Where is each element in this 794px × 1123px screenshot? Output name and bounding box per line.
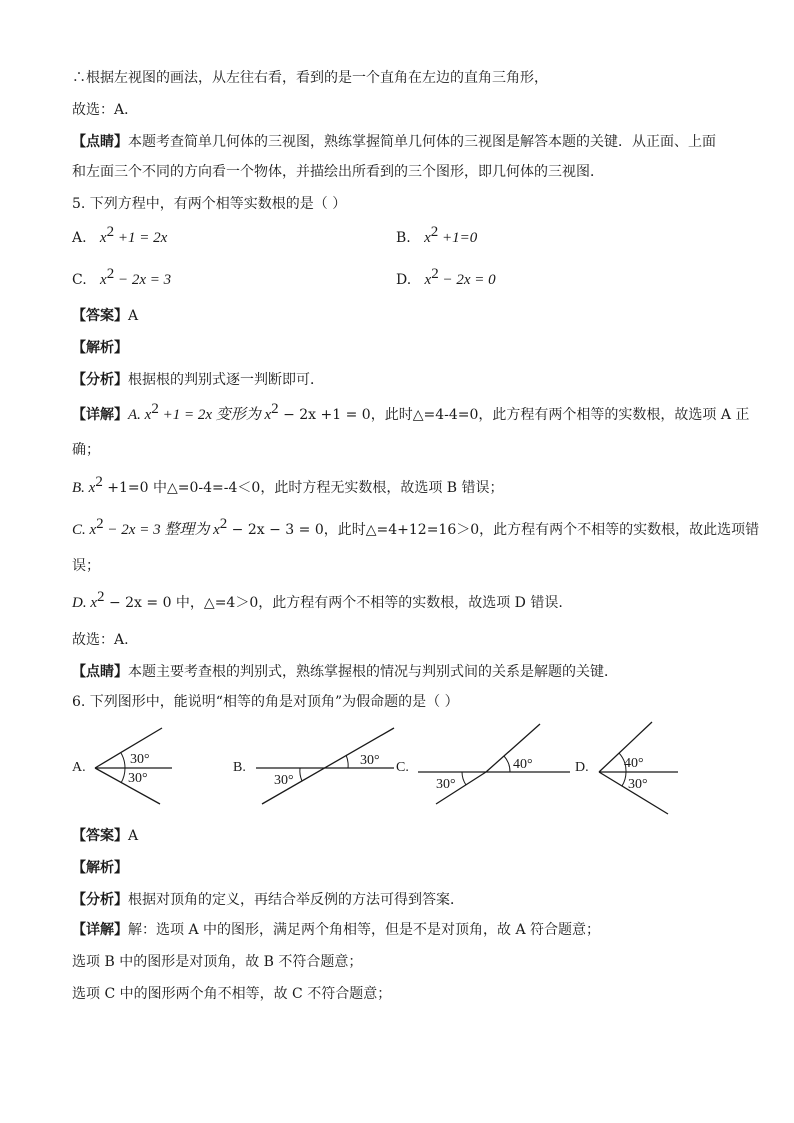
text: 根据根的判别式逐一判断即可． <box>128 372 324 388</box>
tag: 【解析】 <box>72 340 128 356</box>
text: C. x <box>72 522 97 538</box>
q6-detail-1 <box>72 920 600 940</box>
angle-arc <box>300 768 302 781</box>
tag: 【点睛】 <box>72 664 128 680</box>
tag: 【详解】 <box>72 407 128 423</box>
text-line: 故选：A． <box>72 102 139 118</box>
eq: − 2x = 3 <box>114 272 172 288</box>
q5-option-c: C. $x^2 - 2x = 3$ <box>72 266 172 288</box>
q6-fenxi <box>72 890 464 910</box>
q5-detail-1b: 确； <box>72 442 100 458</box>
angle-arc <box>121 768 125 783</box>
angle-label: 30° <box>436 777 456 792</box>
angle-label: 30° <box>130 752 150 767</box>
q6-detail-2: 选项 B 中的图形是对顶角，故 B 不符合题意； <box>72 954 363 970</box>
angle-label: 30° <box>360 753 380 768</box>
tag: 【答案】 <box>72 308 128 324</box>
text: B. x <box>72 480 96 496</box>
text: − 2x +1 = 0，此时△=4-4=0，此方程有两个相等的实数根，故选项 A 正 <box>278 407 750 423</box>
figure-c-label: C. <box>396 760 409 775</box>
q5-detail-1: 【详解】A. $x^2 +1 = 2x$ 变形为 $x^2 - 2x +1 = 0$，此时△=4-4=0，此方程有两个相等的实数根，故选项 A 正 <box>72 401 750 423</box>
figure-d-label: D. <box>575 760 589 775</box>
eq: x <box>100 272 107 288</box>
q5-fenxi <box>72 370 324 390</box>
text: 根据对顶角的定义，再结合举反例的方法可得到答案． <box>128 892 464 908</box>
eq: x <box>424 230 431 246</box>
tag: 【分析】 <box>72 892 128 908</box>
text: +1=0 中△=0-4=-4＜0，此时方程无实数根，故选项 B 错误； <box>102 480 504 496</box>
text: +1 = 2x 变形为 x <box>158 407 272 423</box>
q6-detail-3: 选项 C 中的图形两个角不相等，故 C 不符合题意； <box>72 986 392 1002</box>
figure-b-label: B. <box>233 760 246 775</box>
text-line: ∴根据左视图的画法，从左往右看，看到的是一个直角在左边的直角三角形， <box>72 70 548 86</box>
text: 解：选项 A 中的图形，满足两个角相等，但是不是对顶角，故 A 符合题意； <box>128 922 601 938</box>
option-label: A. <box>72 230 87 246</box>
text: 本题主要考查根的判别式，熟练掌握根的情况与判别式间的关系是解题的关键． <box>128 664 618 680</box>
q5-answer <box>72 306 138 326</box>
q5-detail-2: B. $x^2 +1=0$ 中△=0-4=-4＜0，此时方程无实数根，故选项 B 错误； <box>72 474 504 496</box>
q6-jiexi <box>72 858 128 878</box>
q5-dianjing <box>72 662 618 682</box>
figure-c <box>414 718 574 812</box>
angle-arc <box>622 772 626 786</box>
text: − 2x = 3 整理为 x <box>103 522 220 538</box>
text: − 2x = 0 中，△=4＞0，此方程有两个不相等的实数根，故选项 D 错误. <box>104 595 563 611</box>
figure-a-label: A. <box>72 760 86 775</box>
figure-a <box>88 722 188 812</box>
q5-detail-3b: 误； <box>72 558 100 574</box>
eq: x <box>99 230 107 246</box>
q5-option-d: D. $x^2 - 2x = 0$ <box>396 266 496 288</box>
text: D. x <box>72 595 97 611</box>
q5-option-a: A. $x^2 +1 = 2x$ <box>72 224 168 246</box>
question-5-stem: 5. 下列方程中，有两个相等实数根的是（ ） <box>72 196 347 212</box>
tag: 【点睛】 <box>72 134 128 150</box>
text: A <box>128 308 139 324</box>
angle-label: 40° <box>624 756 644 771</box>
ray <box>95 728 162 768</box>
tag: 【答案】 <box>72 828 128 844</box>
q5-detail-3: C. $x^2 - 2x = 3$ 整理为 $x^2 - 2x - 3 = 0$，此时△=4+12=16＞0，此方程有两个不相等的实数根，故此选项错 <box>72 516 760 538</box>
q5-option-b: B. $x^2 +1=0$ <box>396 224 478 246</box>
angle-label: 40° <box>513 757 533 772</box>
q5-jiexi <box>72 338 128 358</box>
eq: +1 = 2x <box>114 230 168 246</box>
text-line <box>72 132 716 152</box>
option-label: B. <box>396 230 411 246</box>
q5-detail-4: D. $x^2 - 2x = 0$ 中，△=4＞0，此方程有两个不相等的实数根，故选项 D 错误. <box>72 589 563 611</box>
text: A. x <box>128 407 152 423</box>
q6-answer <box>72 826 138 846</box>
angle-arc <box>346 755 348 768</box>
angle-label: 30° <box>274 773 294 788</box>
q5-choose: 故选：A. <box>72 632 129 648</box>
text: − 2x − 3 = 0，此时△=4+12=16＞0，此方程有两个不相等的实数根，故此选项错 <box>227 522 760 538</box>
eq: x <box>424 272 432 288</box>
option-label: D. <box>396 272 412 288</box>
angle-arc <box>462 772 466 785</box>
angle-arc <box>121 753 125 768</box>
angle-label: 30° <box>128 771 148 786</box>
tag: 【解析】 <box>72 860 128 876</box>
text: A <box>128 828 139 844</box>
angle-arc <box>504 756 510 772</box>
text-line: 和左面三个不同的方向看一个物体，并描绘出所看到的三个图形，即几何体的三视图． <box>72 164 604 180</box>
eq: − 2x = 0 <box>438 272 496 288</box>
tag: 【详解】 <box>72 922 128 938</box>
text: 本题考查简单几何体的三视图，熟练掌握简单几何体的三视图是解答本题的关键．从正面、上面 <box>128 134 716 150</box>
eq: +1=0 <box>438 230 478 246</box>
tag: 【分析】 <box>72 372 128 388</box>
option-label: C. <box>72 272 87 288</box>
figure-d <box>594 718 689 818</box>
figure-b <box>252 722 397 812</box>
question-6-stem: 6. 下列图形中，能说明“相等的角是对顶角”为假命题的是（ ） <box>72 694 459 710</box>
angle-label: 30° <box>628 777 648 792</box>
